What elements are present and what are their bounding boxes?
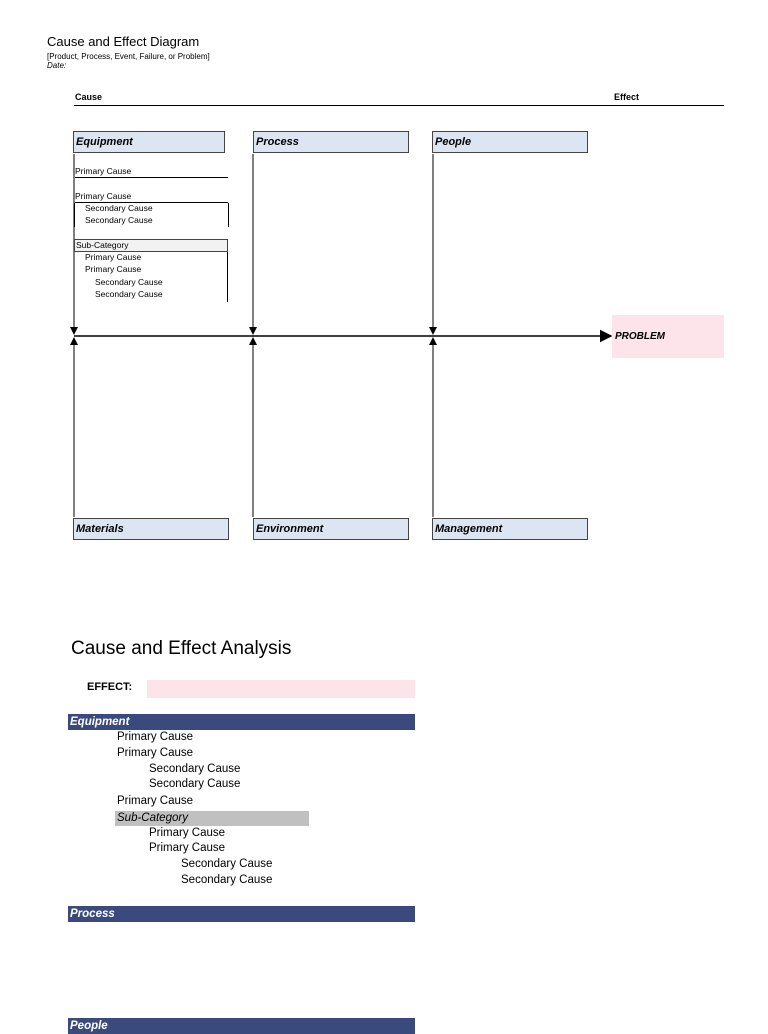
analysis-sub-primary-cause: Primary Cause	[149, 827, 226, 839]
category-people: People	[432, 131, 588, 153]
equipment-primary-cause: Primary Cause	[75, 165, 228, 178]
analysis-primary-cause: Primary Cause	[117, 731, 194, 743]
diagram-subtitle: [Product, Process, Event, Failure, or Problem]	[47, 52, 210, 61]
section-header-equipment: Equipment	[68, 714, 415, 730]
effect-column-label: Effect	[614, 92, 640, 102]
analysis-sub-primary-cause: Primary Cause	[149, 842, 226, 854]
subcategory-secondary-cause: Secondary Cause	[95, 289, 163, 299]
cause-column-label: Cause	[75, 92, 103, 102]
equipment-secondary-cause: Secondary Cause	[85, 203, 153, 213]
section-header-people: People	[68, 1018, 415, 1034]
analysis-subcategory: Sub-Category	[115, 811, 309, 826]
equipment-secondary-cause: Secondary Cause	[85, 215, 153, 225]
effect-label: EFFECT:	[87, 681, 133, 693]
category-materials: Materials	[73, 518, 229, 540]
diagram-title: Cause and Effect Diagram	[47, 34, 200, 49]
subcategory-primary-cause: Primary Cause	[85, 264, 142, 274]
equipment-subcategory: Sub-Category	[74, 239, 228, 252]
analysis-sub-secondary-cause: Secondary Cause	[181, 858, 273, 870]
analysis-sub-secondary-cause: Secondary Cause	[181, 874, 273, 886]
category-management: Management	[432, 518, 588, 540]
analysis-primary-cause: Primary Cause	[117, 747, 194, 759]
analysis-title: Cause and Effect Analysis	[71, 638, 292, 659]
category-process: Process	[253, 131, 409, 153]
effect-input-field[interactable]	[147, 680, 415, 698]
problem-effect-box[interactable]: PROBLEM	[612, 315, 724, 358]
category-equipment: Equipment	[73, 131, 225, 153]
analysis-primary-cause: Primary Cause	[117, 795, 194, 807]
section-header-process: Process	[68, 906, 415, 922]
date-label: Date:	[47, 61, 67, 70]
subcategory-secondary-cause: Secondary Cause	[95, 277, 163, 287]
analysis-secondary-cause: Secondary Cause	[149, 763, 241, 775]
category-environment: Environment	[253, 518, 409, 540]
equipment-primary-cause: Primary Cause	[75, 190, 228, 203]
subcategory-primary-cause: Primary Cause	[85, 252, 142, 262]
analysis-secondary-cause: Secondary Cause	[149, 778, 241, 790]
